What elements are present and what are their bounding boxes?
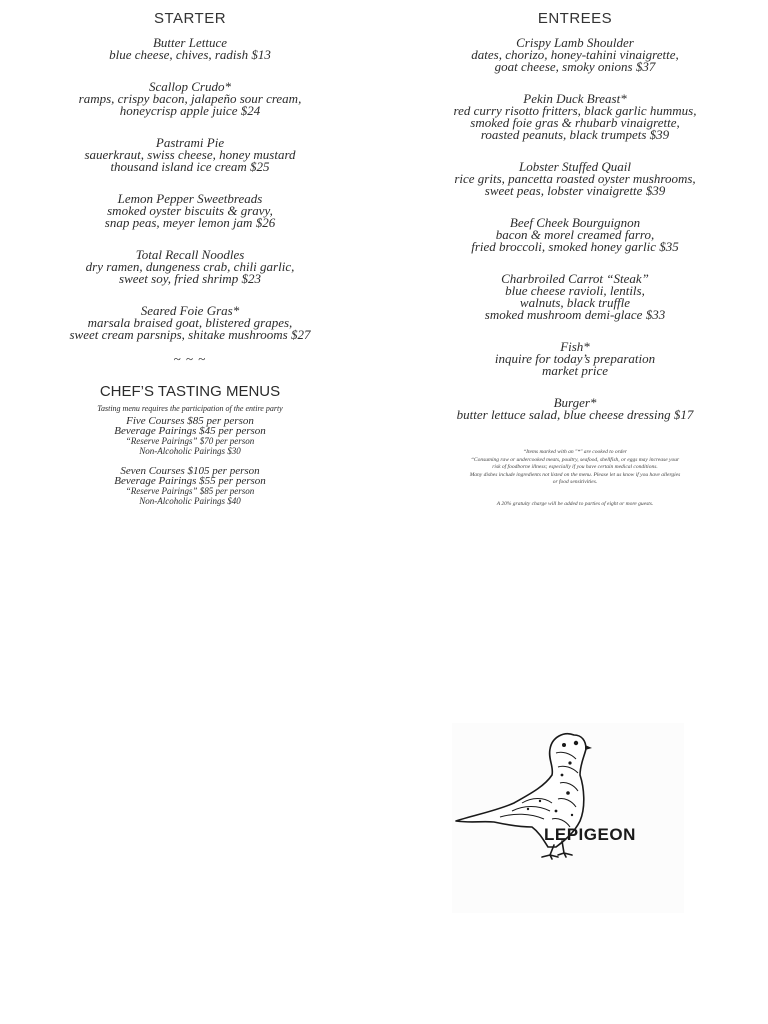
item-desc: walnuts, black truffle bbox=[519, 295, 631, 310]
menu-item bbox=[40, 81, 340, 117]
item-desc: fried broccoli, smoked honey garlic $35 bbox=[471, 239, 679, 254]
item-desc: sweet cream parsnips, shitake mushrooms $27 bbox=[69, 327, 311, 342]
item-name: Burger* bbox=[553, 395, 597, 410]
item-desc: butter lettuce salad, blue cheese dressing $17 bbox=[456, 407, 694, 422]
entrees-column bbox=[440, 8, 710, 508]
menu-item bbox=[440, 273, 710, 321]
item-name: Lemon Pepper Sweetbreads bbox=[117, 191, 263, 206]
item-name: Butter Lettuce bbox=[152, 35, 227, 50]
tasting-beverage: Beverage Pairings $55 per person bbox=[114, 475, 266, 487]
item-desc: dry ramen, dungeness crab, chili garlic, bbox=[85, 259, 295, 274]
menu-item bbox=[40, 249, 340, 285]
item-desc: goat cheese, smoky onions $37 bbox=[494, 59, 656, 74]
item-name: Lobster Stuffed Quail bbox=[519, 159, 631, 174]
item-desc: smoked oyster biscuits & gravy, bbox=[107, 203, 273, 218]
menu-item bbox=[40, 37, 340, 61]
tasting-courses: Five Courses $85 per person bbox=[126, 415, 254, 427]
item-desc: snap peas, meyer lemon jam $26 bbox=[104, 215, 276, 230]
item-desc: sauerkraut, swiss cheese, honey mustard bbox=[84, 147, 296, 162]
tasting-note: Tasting menu requires the participation of the entire party bbox=[97, 404, 283, 413]
pigeon-icon bbox=[452, 723, 684, 913]
tasting-courses: Seven Courses $105 per person bbox=[120, 465, 260, 477]
item-desc: smoked mushroom demi-glace $33 bbox=[484, 307, 666, 322]
tasting-option bbox=[40, 416, 340, 456]
item-desc: ramps, crispy bacon, jalapeño sour cream, bbox=[78, 91, 302, 106]
item-desc: blue cheese ravioli, lentils, bbox=[505, 283, 645, 298]
fine-print bbox=[440, 449, 710, 508]
item-desc: smoked foie gras & rhubarb vinaigrette, bbox=[470, 115, 680, 130]
item-name: Pekin Duck Breast* bbox=[523, 91, 627, 106]
le-pigeon-logo bbox=[452, 723, 684, 913]
item-desc: red curry risotto fritters, black garlic hummus, bbox=[453, 103, 697, 118]
tasting-nonalc: Non-Alcoholic Pairings $40 bbox=[139, 496, 241, 506]
item-name: Pastrami Pie bbox=[155, 135, 225, 150]
menu-item bbox=[440, 217, 710, 253]
tasting-beverage: Beverage Pairings $45 per person bbox=[114, 425, 266, 437]
menu-item bbox=[440, 37, 710, 73]
menu-item bbox=[440, 93, 710, 141]
item-desc: thousand island ice cream $25 bbox=[110, 159, 270, 174]
item-name: Beef Cheek Bourguignon bbox=[509, 215, 641, 230]
menu-item bbox=[440, 161, 710, 197]
item-name: Crispy Lamb Shoulder bbox=[516, 35, 634, 50]
menu-item bbox=[40, 193, 340, 229]
fine-print-line: “Items marked with an "*" are cooked to order bbox=[523, 449, 627, 455]
logo-wordmark: LEPIGEON bbox=[544, 825, 636, 844]
item-desc: honeycrisp apple juice $24 bbox=[119, 103, 261, 118]
menu-item bbox=[40, 305, 340, 341]
item-name: Seared Foie Gras* bbox=[140, 303, 240, 318]
item-desc: marsala braised goat, blistered grapes, bbox=[87, 315, 293, 330]
item-name: Charbroiled Carrot “Steak” bbox=[501, 271, 649, 286]
starter-column bbox=[40, 8, 340, 516]
menu-item bbox=[440, 341, 710, 377]
tasting-reserve: “Reserve Pairings” $85 per person bbox=[125, 486, 255, 496]
item-name: Total Recall Noodles bbox=[135, 247, 245, 262]
fine-print-line: or food sensitivities. bbox=[552, 479, 598, 485]
item-name: Scallop Crudo* bbox=[149, 79, 231, 94]
starter-heading: STARTER bbox=[153, 10, 227, 27]
entrees-heading: ENTREES bbox=[537, 10, 613, 27]
menu-item bbox=[440, 397, 710, 421]
item-desc: sweet peas, lobster vinaigrette $39 bbox=[484, 183, 666, 198]
item-desc: bacon & morel creamed farro, bbox=[495, 227, 655, 242]
tasting-nonalc: Non-Alcoholic Pairings $30 bbox=[139, 446, 241, 456]
tasting-heading: CHEF’S TASTING MENUS bbox=[99, 383, 281, 400]
fine-print-line: Many dishes include ingredients not listed on the menu. Please let us know if you have allergies bbox=[469, 471, 681, 478]
item-desc: dates, chorizo, honey-tahini vinaigrette, bbox=[471, 47, 679, 62]
item-desc: roasted peanuts, black trumpets $39 bbox=[480, 127, 670, 142]
item-desc: blue cheese, chives, radish $13 bbox=[109, 47, 271, 62]
fine-print-line: risk of foodborne illness; especially if you have certain medical conditions. bbox=[492, 464, 658, 470]
tasting-reserve: “Reserve Pairings” $70 per person bbox=[125, 436, 255, 446]
item-desc: sweet soy, fried shrimp $23 bbox=[119, 271, 261, 286]
menu-item bbox=[40, 137, 340, 173]
tasting-option bbox=[40, 466, 340, 506]
item-desc: rice grits, pancetta roasted oyster mushrooms, bbox=[454, 171, 696, 186]
section-divider: ~ ~ ~ bbox=[173, 351, 207, 366]
item-desc: market price bbox=[541, 363, 609, 378]
item-desc: inquire for today’s preparation bbox=[494, 351, 656, 366]
fine-print-line: “Consuming raw or undercooked meats, poultry, seafood, shellfish, or eggs may increase your bbox=[470, 456, 680, 463]
item-name: Fish* bbox=[560, 339, 590, 354]
gratuity-note: A 20% gratuity charge will be added to parties of eight or more guests. bbox=[496, 500, 654, 507]
